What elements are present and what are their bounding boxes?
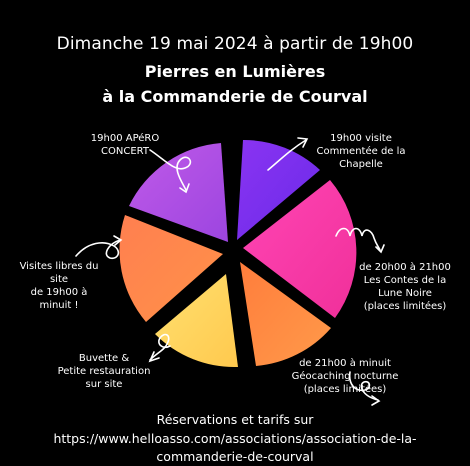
event-location: à la Commanderie de Courval <box>102 87 368 106</box>
arrow-libres-icon <box>76 240 120 258</box>
label-apero: 19h00 APéRO CONCERT <box>90 133 160 157</box>
arrow-geocaching-head-icon <box>372 396 379 405</box>
reservation-link[interactable]: https://www.helloasso.com/associations/association-de-la- <box>53 431 417 446</box>
event-title: Pierres en Lumières <box>144 62 326 81</box>
reservation-text: Réservations et tarifs sur <box>156 412 314 427</box>
label-geocaching: de 21h00 à minuit Géocaching nocturne (places limitées) <box>291 358 399 395</box>
event-date: Dimanche 19 mai 2024 à partir de 19h00 <box>56 34 414 54</box>
label-visites-libres: Visites libres du site de 19h00 à minuit ! <box>19 261 99 311</box>
label-visite: 19h00 visite Commentée de la Chapelle <box>316 133 406 170</box>
label-buvette: Buvette & Petite restauration sur site <box>57 353 151 390</box>
label-contes: de 20h00 à 21h00 Les Contes de la Lune Noire (places limitées) <box>359 262 451 312</box>
reservation-link-continued[interactable]: commanderie-de-courval <box>156 449 314 464</box>
